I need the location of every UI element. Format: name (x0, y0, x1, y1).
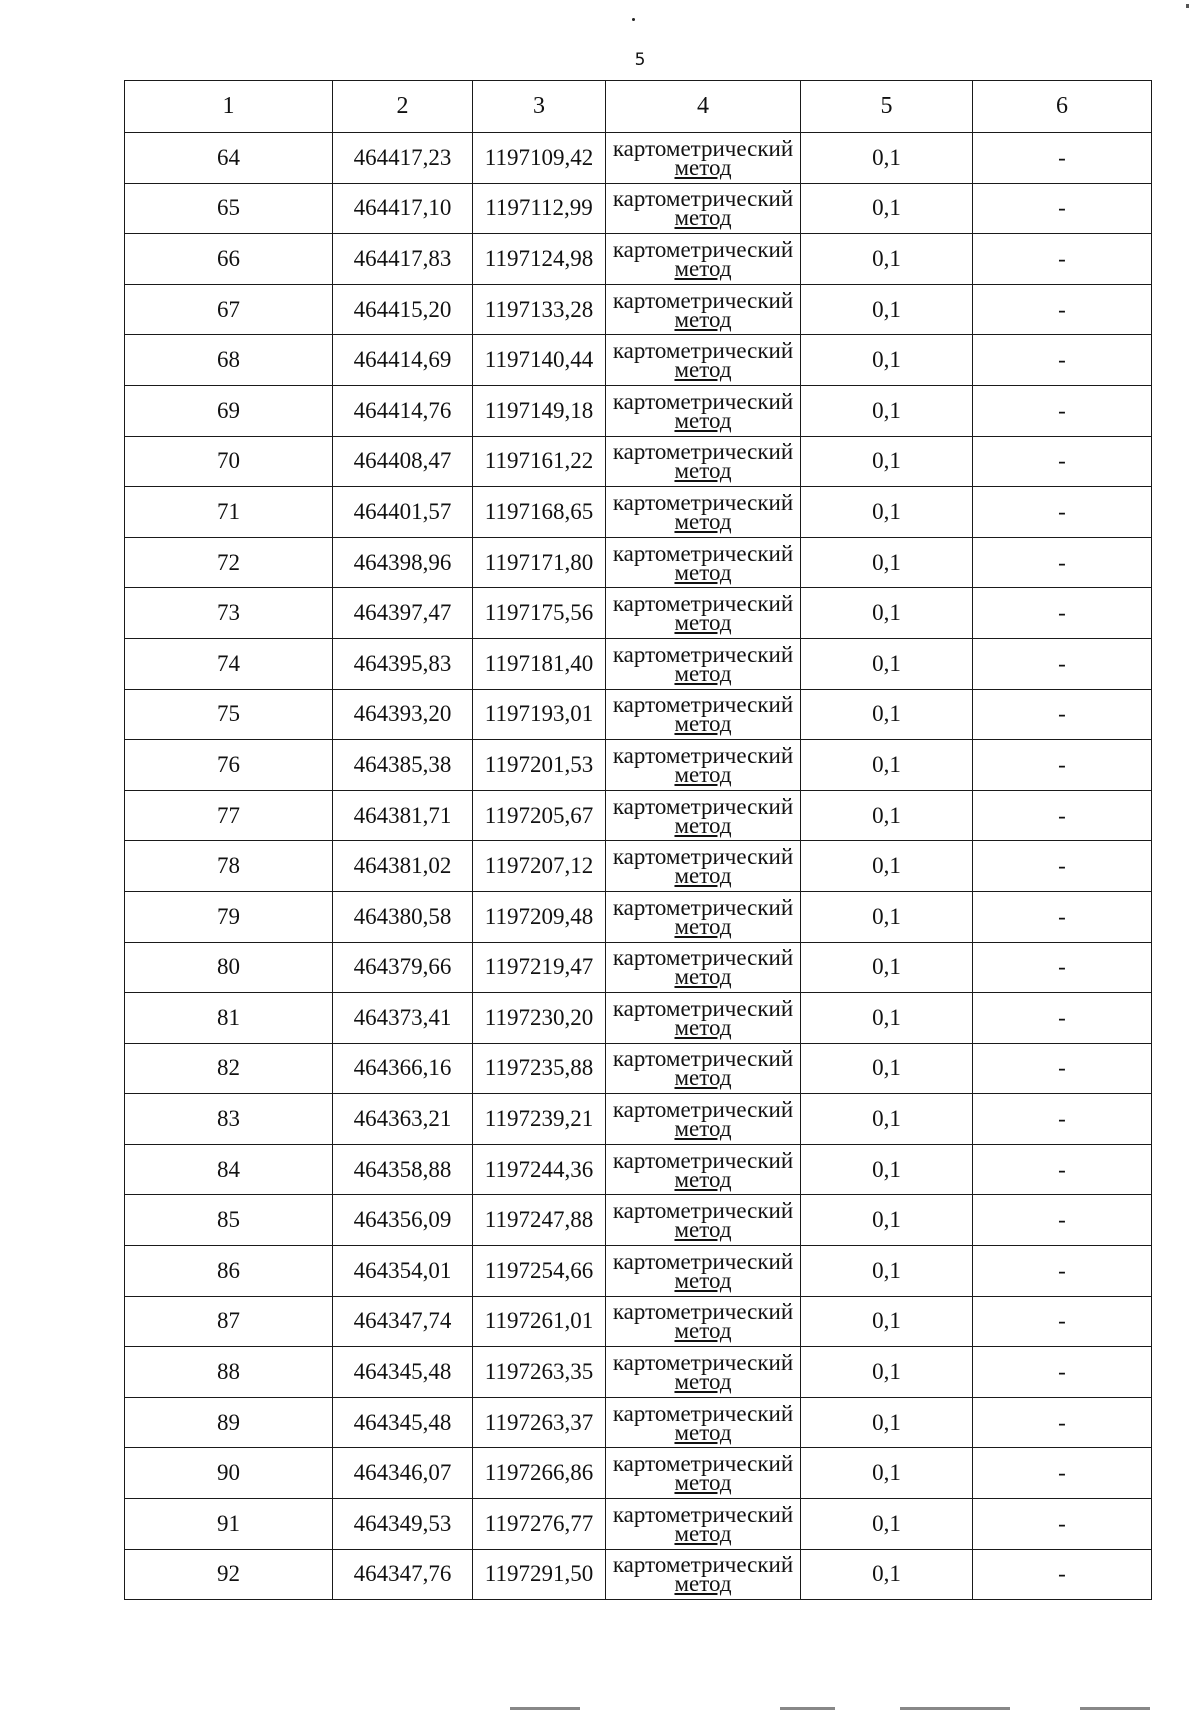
accuracy-cell: 0,1 (801, 588, 973, 639)
description-cell: - (973, 993, 1152, 1044)
method-line-2: метод (674, 1318, 732, 1344)
table-row (125, 385, 1152, 436)
method-line-2: метод (674, 357, 732, 383)
method-line-1: картометрический (612, 591, 794, 617)
y-coordinate-cell: 1197276,77 (473, 1499, 606, 1550)
x-coordinate-cell: 464345,48 (333, 1397, 473, 1448)
y-coordinate-cell: 1197124,98 (473, 234, 606, 285)
table-row (125, 1549, 1152, 1600)
method-cell (606, 790, 801, 841)
table-row (125, 891, 1152, 942)
x-coordinate-cell: 464381,71 (333, 790, 473, 841)
method-line-2: метод (674, 1166, 732, 1192)
description-cell: - (973, 790, 1152, 841)
accuracy-cell: 0,1 (801, 183, 973, 234)
method-cell (606, 1144, 801, 1195)
method-line-1: картометрический (612, 1248, 794, 1274)
table-row (125, 487, 1152, 538)
method-cell (606, 841, 801, 892)
y-coordinate-cell: 1197201,53 (473, 740, 606, 791)
table-row (125, 436, 1152, 487)
point-number-cell: 90 (125, 1448, 333, 1499)
table-row (125, 1094, 1152, 1145)
method-line-1: картометрический (612, 338, 794, 364)
accuracy-cell: 0,1 (801, 436, 973, 487)
y-coordinate-cell: 1197205,67 (473, 790, 606, 841)
header-cell: 6 (973, 81, 1152, 133)
method-line-2: метод (674, 660, 732, 686)
method-line-1: картометрический (612, 1198, 794, 1224)
table-row (125, 790, 1152, 841)
point-number-cell: 83 (125, 1094, 333, 1145)
point-number-cell: 76 (125, 740, 333, 791)
point-number-cell: 88 (125, 1347, 333, 1398)
method-cell (606, 537, 801, 588)
scan-corner-mark (1186, 4, 1189, 8)
method-line-2: метод (674, 1571, 732, 1597)
coordinates-table (124, 80, 1152, 1600)
accuracy-cell: 0,1 (801, 1499, 973, 1550)
accuracy-cell: 0,1 (801, 1246, 973, 1297)
accuracy-cell: 0,1 (801, 841, 973, 892)
method-line-1: картометрический (612, 894, 794, 920)
method-cell (606, 689, 801, 740)
y-coordinate-cell: 1197235,88 (473, 1043, 606, 1094)
method-line-1: картометрический (612, 793, 794, 819)
description-cell: - (973, 1397, 1152, 1448)
page-number: 5 (634, 50, 646, 70)
point-number-cell: 71 (125, 487, 333, 538)
description-cell: - (973, 891, 1152, 942)
x-coordinate-cell: 464415,20 (333, 284, 473, 335)
table-row (125, 689, 1152, 740)
accuracy-cell: 0,1 (801, 1448, 973, 1499)
description-cell: - (973, 689, 1152, 740)
method-line-2: метод (674, 559, 732, 585)
method-cell (606, 1043, 801, 1094)
accuracy-cell: 0,1 (801, 1195, 973, 1246)
table-body (125, 133, 1152, 1600)
x-coordinate-cell: 464358,88 (333, 1144, 473, 1195)
table-row (125, 740, 1152, 791)
scan-artifacts (0, 1707, 1200, 1713)
accuracy-cell: 0,1 (801, 1296, 973, 1347)
method-line-2: метод (674, 1217, 732, 1243)
x-coordinate-cell: 464345,48 (333, 1347, 473, 1398)
method-line-1: картометрический (612, 186, 794, 212)
method-cell (606, 133, 801, 184)
description-cell: - (973, 436, 1152, 487)
method-line-2: метод (674, 610, 732, 636)
y-coordinate-cell: 1197263,37 (473, 1397, 606, 1448)
x-coordinate-cell: 464356,09 (333, 1195, 473, 1246)
y-coordinate-cell: 1197133,28 (473, 284, 606, 335)
accuracy-cell: 0,1 (801, 790, 973, 841)
point-number-cell: 89 (125, 1397, 333, 1448)
table-row (125, 183, 1152, 234)
table-row (125, 993, 1152, 1044)
point-number-cell: 79 (125, 891, 333, 942)
x-coordinate-cell: 464414,69 (333, 335, 473, 386)
y-coordinate-cell: 1197209,48 (473, 891, 606, 942)
description-cell: - (973, 234, 1152, 285)
x-coordinate-cell: 464401,57 (333, 487, 473, 538)
method-line-1: картометрический (612, 388, 794, 414)
y-coordinate-cell: 1197193,01 (473, 689, 606, 740)
description-cell: - (973, 638, 1152, 689)
point-number-cell: 80 (125, 942, 333, 993)
table-row (125, 588, 1152, 639)
method-line-1: картометрический (612, 1451, 794, 1477)
method-line-1: картометрический (612, 1552, 794, 1578)
table-row (125, 1448, 1152, 1499)
method-cell (606, 942, 801, 993)
point-number-cell: 64 (125, 133, 333, 184)
accuracy-cell: 0,1 (801, 1043, 973, 1094)
table-row (125, 1397, 1152, 1448)
x-coordinate-cell: 464395,83 (333, 638, 473, 689)
point-number-cell: 82 (125, 1043, 333, 1094)
method-line-1: картометрический (612, 844, 794, 870)
description-cell: - (973, 1549, 1152, 1600)
method-line-2: метод (674, 1267, 732, 1293)
point-number-cell: 74 (125, 638, 333, 689)
table-row (125, 335, 1152, 386)
y-coordinate-cell: 1197149,18 (473, 385, 606, 436)
point-number-cell: 68 (125, 335, 333, 386)
accuracy-cell: 0,1 (801, 1549, 973, 1600)
method-cell (606, 1094, 801, 1145)
point-number-cell: 81 (125, 993, 333, 1044)
x-coordinate-cell: 464346,07 (333, 1448, 473, 1499)
method-line-2: метод (674, 711, 732, 737)
method-line-2: метод (674, 964, 732, 990)
method-line-2: метод (674, 508, 732, 534)
table-row (125, 1347, 1152, 1398)
description-cell: - (973, 588, 1152, 639)
method-line-2: метод (674, 458, 732, 484)
method-line-1: картометрический (612, 1350, 794, 1376)
method-line-1: картометрический (612, 439, 794, 465)
x-coordinate-cell: 464381,02 (333, 841, 473, 892)
y-coordinate-cell: 1197247,88 (473, 1195, 606, 1246)
y-coordinate-cell: 1197168,65 (473, 487, 606, 538)
y-coordinate-cell: 1197207,12 (473, 841, 606, 892)
y-coordinate-cell: 1197109,42 (473, 133, 606, 184)
x-coordinate-cell: 464347,74 (333, 1296, 473, 1347)
point-number-cell: 72 (125, 537, 333, 588)
accuracy-cell: 0,1 (801, 335, 973, 386)
y-coordinate-cell: 1197171,80 (473, 537, 606, 588)
description-cell: - (973, 740, 1152, 791)
method-cell (606, 588, 801, 639)
method-line-1: картометрический (612, 995, 794, 1021)
method-line-2: метод (674, 1014, 732, 1040)
method-cell (606, 891, 801, 942)
table-row (125, 133, 1152, 184)
method-line-2: метод (674, 255, 732, 281)
accuracy-cell: 0,1 (801, 1397, 973, 1448)
accuracy-cell: 0,1 (801, 993, 973, 1044)
description-cell: - (973, 487, 1152, 538)
description-cell: - (973, 1195, 1152, 1246)
accuracy-cell: 0,1 (801, 1094, 973, 1145)
y-coordinate-cell: 1197140,44 (473, 335, 606, 386)
description-cell: - (973, 1094, 1152, 1145)
point-number-cell: 87 (125, 1296, 333, 1347)
method-cell (606, 335, 801, 386)
method-line-2: метод (674, 154, 732, 180)
description-cell: - (973, 1296, 1152, 1347)
x-coordinate-cell: 464393,20 (333, 689, 473, 740)
y-coordinate-cell: 1197175,56 (473, 588, 606, 639)
method-line-2: метод (674, 1419, 732, 1445)
y-coordinate-cell: 1197112,99 (473, 183, 606, 234)
accuracy-cell: 0,1 (801, 689, 973, 740)
method-cell (606, 1499, 801, 1550)
description-cell: - (973, 942, 1152, 993)
x-coordinate-cell: 464385,38 (333, 740, 473, 791)
header-cell: 5 (801, 81, 973, 133)
method-line-2: метод (674, 205, 732, 231)
method-line-1: картометрический (612, 641, 794, 667)
x-coordinate-cell: 464379,66 (333, 942, 473, 993)
method-cell (606, 284, 801, 335)
table-row (125, 537, 1152, 588)
y-coordinate-cell: 1197263,35 (473, 1347, 606, 1398)
method-cell (606, 234, 801, 285)
y-coordinate-cell: 1197261,01 (473, 1296, 606, 1347)
accuracy-cell: 0,1 (801, 284, 973, 335)
method-line-1: картометрический (612, 236, 794, 262)
method-line-2: метод (674, 1116, 732, 1142)
y-coordinate-cell: 1197244,36 (473, 1144, 606, 1195)
method-cell (606, 1448, 801, 1499)
accuracy-cell: 0,1 (801, 487, 973, 538)
method-line-1: картометрический (612, 489, 794, 515)
method-cell (606, 1246, 801, 1297)
description-cell: - (973, 183, 1152, 234)
x-coordinate-cell: 464414,76 (333, 385, 473, 436)
x-coordinate-cell: 464417,10 (333, 183, 473, 234)
method-cell (606, 638, 801, 689)
point-number-cell: 85 (125, 1195, 333, 1246)
method-cell (606, 993, 801, 1044)
description-cell: - (973, 1144, 1152, 1195)
header-cell: 4 (606, 81, 801, 133)
y-coordinate-cell: 1197161,22 (473, 436, 606, 487)
y-coordinate-cell: 1197219,47 (473, 942, 606, 993)
point-number-cell: 73 (125, 588, 333, 639)
method-cell (606, 1347, 801, 1398)
method-line-1: картометрический (612, 287, 794, 313)
description-cell: - (973, 1499, 1152, 1550)
x-coordinate-cell: 464363,21 (333, 1094, 473, 1145)
table-row (125, 1144, 1152, 1195)
method-cell (606, 436, 801, 487)
x-coordinate-cell: 464408,47 (333, 436, 473, 487)
table-row (125, 1043, 1152, 1094)
header-cell: 1 (125, 81, 333, 133)
accuracy-cell: 0,1 (801, 385, 973, 436)
point-number-cell: 86 (125, 1246, 333, 1297)
table-row (125, 1296, 1152, 1347)
method-line-2: метод (674, 761, 732, 787)
method-line-2: метод (674, 1065, 732, 1091)
description-cell: - (973, 841, 1152, 892)
point-number-cell: 75 (125, 689, 333, 740)
table-row (125, 234, 1152, 285)
point-number-cell: 91 (125, 1499, 333, 1550)
table-row (125, 841, 1152, 892)
method-line-1: картометрический (612, 1147, 794, 1173)
description-cell: - (973, 284, 1152, 335)
method-line-1: картометрический (612, 1097, 794, 1123)
point-number-cell: 77 (125, 790, 333, 841)
table-row (125, 638, 1152, 689)
accuracy-cell: 0,1 (801, 638, 973, 689)
point-number-cell: 70 (125, 436, 333, 487)
method-line-1: картометрический (612, 1400, 794, 1426)
x-coordinate-cell: 464398,96 (333, 537, 473, 588)
method-line-1: картометрический (612, 1046, 794, 1072)
y-coordinate-cell: 1197254,66 (473, 1246, 606, 1297)
point-number-cell: 65 (125, 183, 333, 234)
header-cell: 3 (473, 81, 606, 133)
method-line-2: метод (674, 812, 732, 838)
method-line-2: метод (674, 913, 732, 939)
method-line-2: метод (674, 1369, 732, 1395)
method-line-2: метод (674, 407, 732, 433)
point-number-cell: 78 (125, 841, 333, 892)
point-number-cell: 67 (125, 284, 333, 335)
y-coordinate-cell: 1197239,21 (473, 1094, 606, 1145)
method-cell (606, 1549, 801, 1600)
x-coordinate-cell: 464417,23 (333, 133, 473, 184)
accuracy-cell: 0,1 (801, 1144, 973, 1195)
method-line-1: картометрический (612, 945, 794, 971)
scan-dot (632, 18, 635, 21)
description-cell: - (973, 1043, 1152, 1094)
method-cell (606, 385, 801, 436)
x-coordinate-cell: 464417,83 (333, 234, 473, 285)
table-row (125, 284, 1152, 335)
point-number-cell: 69 (125, 385, 333, 436)
method-cell (606, 1296, 801, 1347)
x-coordinate-cell: 464380,58 (333, 891, 473, 942)
point-number-cell: 92 (125, 1549, 333, 1600)
y-coordinate-cell: 1197291,50 (473, 1549, 606, 1600)
method-cell (606, 487, 801, 538)
method-line-1: картометрический (612, 692, 794, 718)
description-cell: - (973, 335, 1152, 386)
method-line-1: картометрический (612, 135, 794, 161)
y-coordinate-cell: 1197230,20 (473, 993, 606, 1044)
accuracy-cell: 0,1 (801, 740, 973, 791)
x-coordinate-cell: 464373,41 (333, 993, 473, 1044)
x-coordinate-cell: 464347,76 (333, 1549, 473, 1600)
x-coordinate-cell: 464349,53 (333, 1499, 473, 1550)
method-line-1: картометрический (612, 1501, 794, 1527)
x-coordinate-cell: 464397,47 (333, 588, 473, 639)
method-cell (606, 1397, 801, 1448)
method-line-1: картометрический (612, 742, 794, 768)
table-row (125, 1499, 1152, 1550)
y-coordinate-cell: 1197181,40 (473, 638, 606, 689)
description-cell: - (973, 133, 1152, 184)
y-coordinate-cell: 1197266,86 (473, 1448, 606, 1499)
table-row (125, 942, 1152, 993)
accuracy-cell: 0,1 (801, 1347, 973, 1398)
accuracy-cell: 0,1 (801, 234, 973, 285)
accuracy-cell: 0,1 (801, 133, 973, 184)
point-number-cell: 84 (125, 1144, 333, 1195)
method-line-2: метод (674, 306, 732, 332)
accuracy-cell: 0,1 (801, 942, 973, 993)
method-cell (606, 1195, 801, 1246)
method-line-1: картометрический (612, 540, 794, 566)
table-header-row (125, 81, 1152, 133)
method-line-2: метод (674, 863, 732, 889)
table-row (125, 1246, 1152, 1297)
method-line-2: метод (674, 1520, 732, 1546)
description-cell: - (973, 385, 1152, 436)
method-line-1: картометрический (612, 1299, 794, 1325)
x-coordinate-cell: 464354,01 (333, 1246, 473, 1297)
accuracy-cell: 0,1 (801, 891, 973, 942)
point-number-cell: 66 (125, 234, 333, 285)
header-cell: 2 (333, 81, 473, 133)
description-cell: - (973, 537, 1152, 588)
method-cell (606, 183, 801, 234)
description-cell: - (973, 1347, 1152, 1398)
description-cell: - (973, 1448, 1152, 1499)
x-coordinate-cell: 464366,16 (333, 1043, 473, 1094)
method-cell (606, 740, 801, 791)
table-row (125, 1195, 1152, 1246)
accuracy-cell: 0,1 (801, 537, 973, 588)
method-line-2: метод (674, 1470, 732, 1496)
description-cell: - (973, 1246, 1152, 1297)
